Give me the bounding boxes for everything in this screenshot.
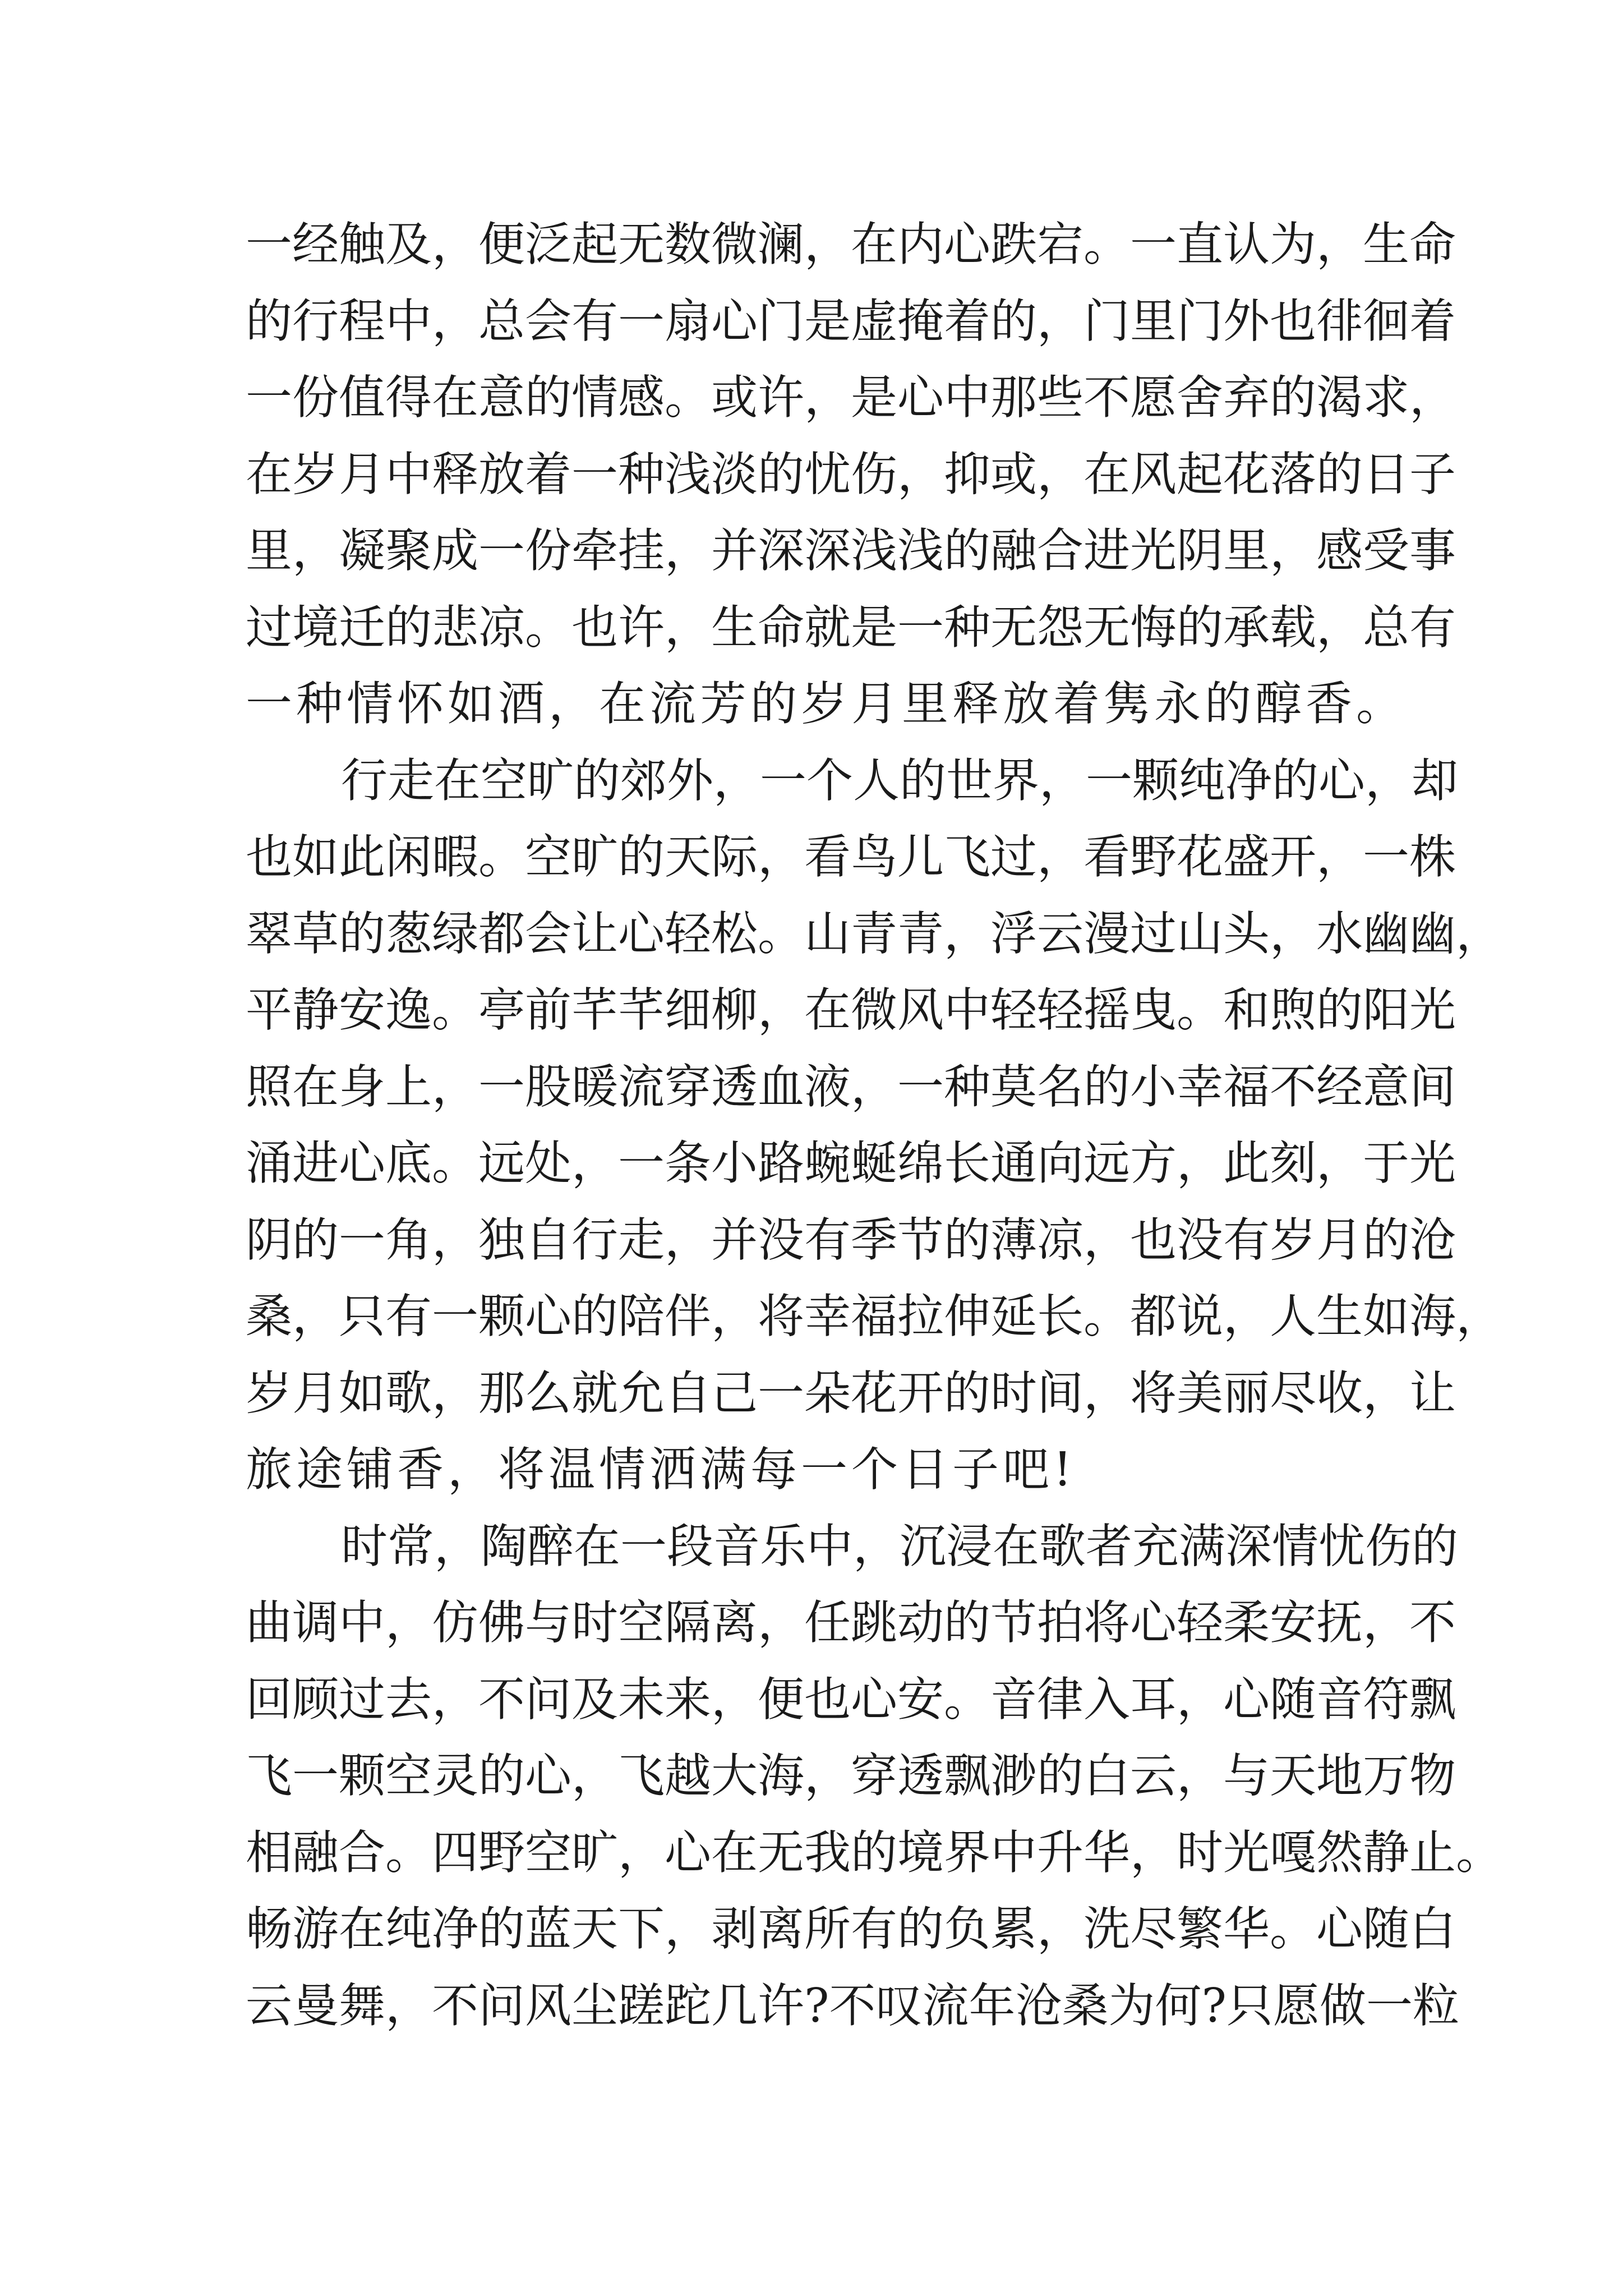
text-line: 里，凝聚成一份牵挂，并深深浅浅的融合进光阴里，感受事 [246, 523, 1456, 578]
text-line: 旅途铺香，将温情洒满每一个日子吧! [246, 1442, 1076, 1497]
text-line: 行走在空旷的郊外，一个人的世界，一颗纯净的心，却 [341, 753, 1458, 808]
text-line: 曲调中，仿佛与时空隔离，任跳动的节拍将心轻柔安抚，不 [246, 1595, 1456, 1650]
body-text [246, 206, 1502, 2044]
text-line: 一经触及，便泛起无数微澜，在内心跌宕。一直认为，生命 [246, 217, 1456, 272]
text-line: 翠草的葱绿都会让心轻松。山青青，浮云漫过山头，水幽幽， [246, 906, 1502, 961]
text-line: 照在身上，一股暖流穿透血液，一种莫名的小幸福不经意间 [246, 1059, 1456, 1114]
paragraph-3 [246, 1508, 1502, 2045]
paragraph-1 [246, 206, 1456, 743]
text-line: 的行程中，总会有一扇心门是虚掩着的，门里门外也徘徊着 [246, 293, 1456, 348]
text-line: 相融合。四野空旷，心在无我的境界中升华，时光嘎然静止。 [246, 1825, 1502, 1880]
text-line: 回顾过去，不问及未来，便也心安。音律入耳，心随音符飘 [246, 1672, 1456, 1727]
text-line: 过境迁的悲凉。也许，生命就是一种无怨无悔的承载，总有 [246, 600, 1456, 655]
text-line: 平静安逸。亭前芊芊细柳，在微风中轻轻摇曳。和煦的阳光 [246, 983, 1456, 1037]
text-line: 时常，陶醉在一段音乐中，沉浸在歌者充满深情忧伤的 [341, 1519, 1458, 1573]
text-line: 畅游在纯净的蓝天下，剥离所有的负累，洗尽繁华。心随白 [246, 1902, 1456, 1956]
text-line: 桑，只有一颗心的陪伴，将幸福拉伸延长。都说，人生如海， [246, 1289, 1502, 1343]
text-line: 飞一颗空灵的心，飞越大海，穿透飘渺的白云，与天地万物 [246, 1749, 1456, 1803]
text-line: 涌进心底。远处，一条小路蜿蜒绵长通向远方，此刻，于光 [246, 1136, 1456, 1190]
text-line: 云曼舞，不问风尘蹉跎几许?不叹流年沧桑为何?只愿做一粒 [246, 1978, 1459, 2033]
text-line: 岁月如歌，那么就允自己一朵花开的时间，将美丽尽收，让 [246, 1365, 1456, 1420]
text-line: 也如此闲暇。空旷的天际，看鸟儿飞过，看野花盛开，一株 [246, 830, 1456, 884]
text-line: 在岁月中释放着一种浅淡的忧伤，抑或，在风起花落的日子 [246, 447, 1456, 501]
paragraph-2 [246, 743, 1502, 1508]
text-line: 一份值得在意的情感。或许，是心中那些不愿舍弃的渴求， [246, 370, 1456, 425]
text-line: 一种情怀如酒，在流芳的岁月里释放着隽永的醇香。 [246, 677, 1407, 731]
text-line: 阴的一角，独自行走，并没有季节的薄凉，也没有岁月的沧 [246, 1212, 1456, 1267]
